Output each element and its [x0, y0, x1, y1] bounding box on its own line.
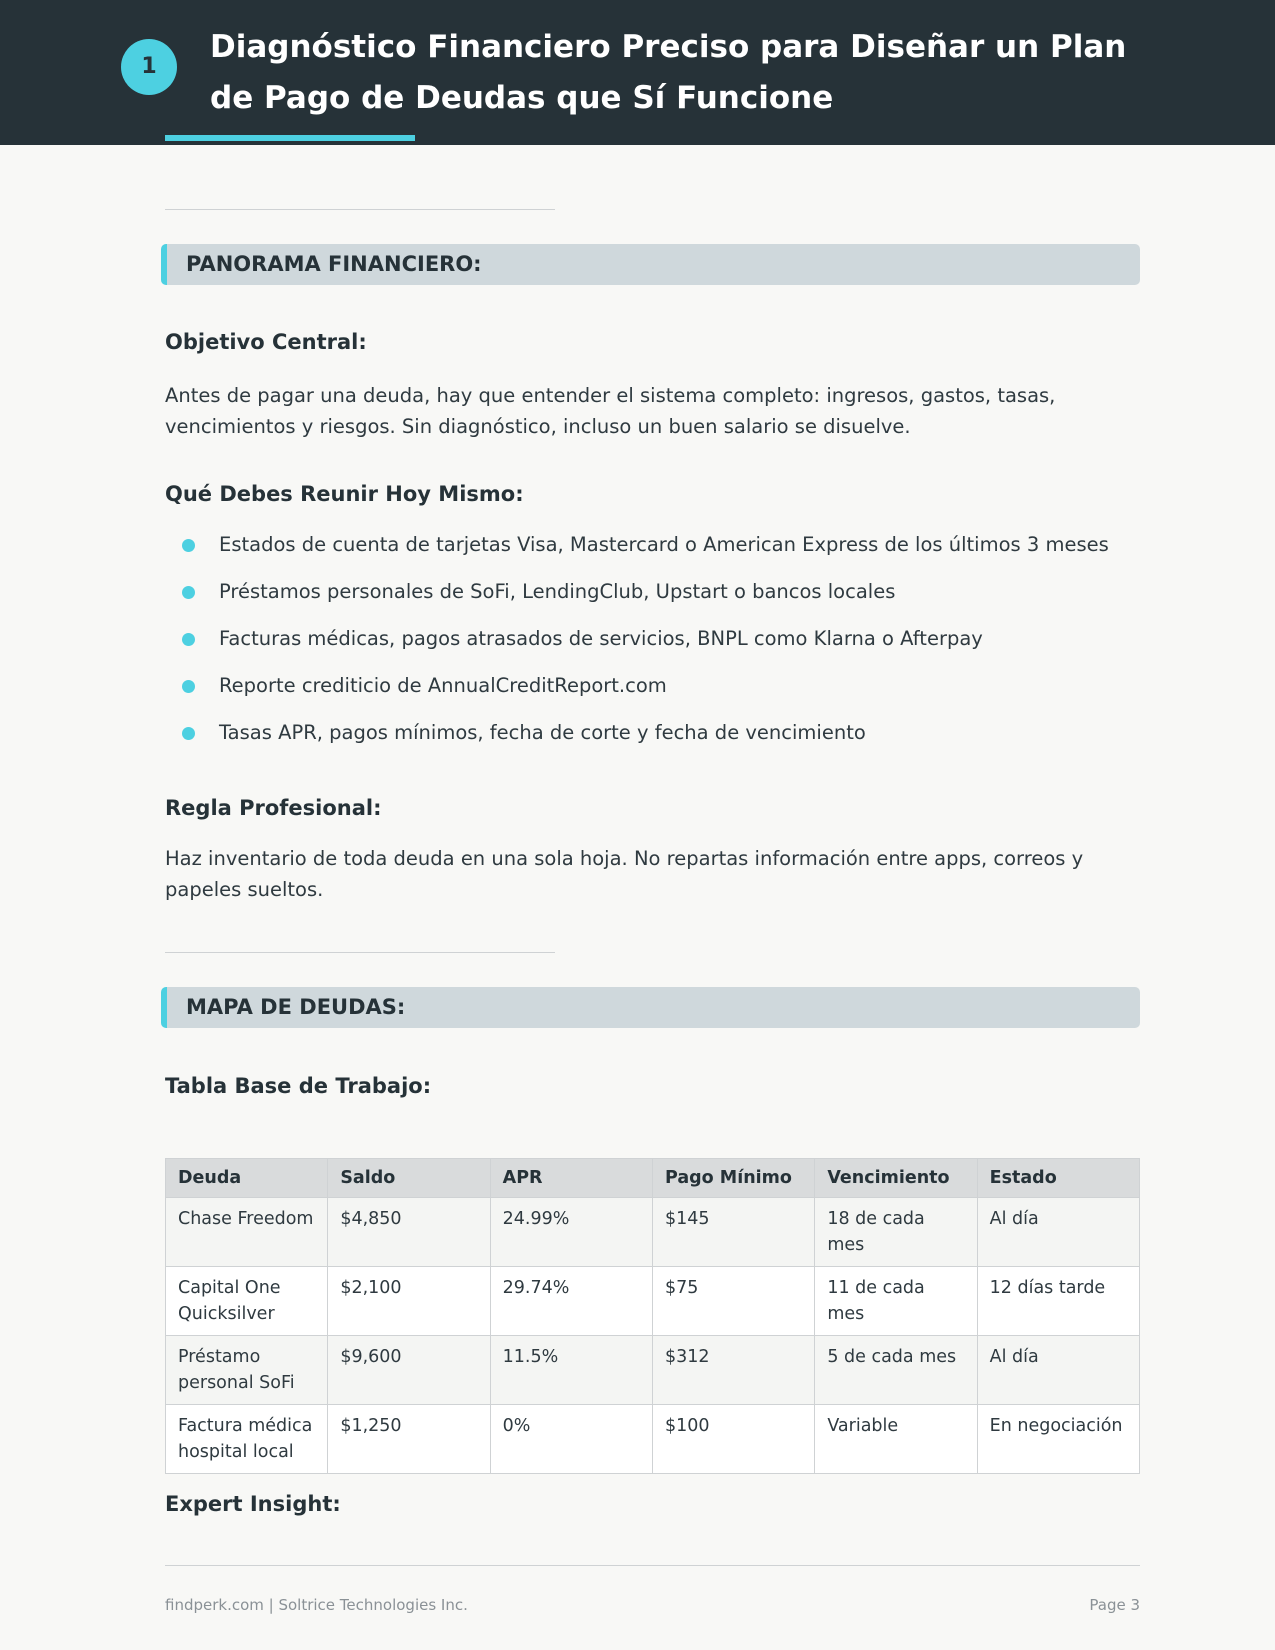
table-cell: Capital One Quicksilver	[166, 1267, 328, 1336]
section-heading-text: PANORAMA FINANCIERO:	[186, 252, 482, 276]
table-cell: Factura médica hospital local	[166, 1405, 328, 1474]
footer-source: findperk.com | Soltrice Technologies Inc.	[165, 1596, 468, 1614]
table-row	[166, 1336, 1140, 1405]
bullet-dot-icon	[182, 680, 195, 693]
table-cell: $145	[652, 1198, 814, 1267]
chapter-number-badge: 1	[121, 39, 177, 95]
table-cell: $2,100	[328, 1267, 490, 1336]
table-cell: 0%	[490, 1405, 652, 1474]
table-cell: $100	[652, 1405, 814, 1474]
bullet-dot-icon	[182, 586, 195, 599]
bullet-dot-icon	[182, 539, 195, 552]
column-header: Vencimiento	[815, 1159, 977, 1198]
table-cell: 18 de cada mes	[815, 1198, 977, 1267]
table-cell: 11.5%	[490, 1336, 652, 1405]
page-header	[0, 0, 1275, 145]
table-cell: $75	[652, 1267, 814, 1336]
table-cell: 5 de cada mes	[815, 1336, 977, 1405]
table-cell: Préstamo personal SoFi	[166, 1336, 328, 1405]
table-cell: 29.74%	[490, 1267, 652, 1336]
table-cell: $9,600	[328, 1336, 490, 1405]
table-cell: Variable	[815, 1405, 977, 1474]
rule-text: Haz inventario de toda deuda en una sola hoja. No repartas información entre apps, correos y papeles sueltos.	[165, 847, 1084, 901]
objective-title: Objetivo Central:	[165, 330, 367, 354]
footer-divider	[165, 1565, 1140, 1566]
column-header: Deuda	[166, 1159, 328, 1198]
column-header: APR	[490, 1159, 652, 1198]
insight-title: Expert Insight:	[165, 1492, 341, 1516]
table-cell: $312	[652, 1336, 814, 1405]
debt-table	[165, 1158, 1140, 1474]
table-cell: En negociación	[977, 1405, 1139, 1474]
rule-title: Regla Profesional:	[165, 796, 382, 820]
table-cell: 12 días tarde	[977, 1267, 1139, 1336]
table-row	[166, 1267, 1140, 1336]
page-title: Diagnóstico Financiero Preciso para Diseñar un Plan de Pago de Deudas que Sí Funcione	[210, 29, 1127, 116]
section-divider	[165, 952, 555, 953]
objective-text: Antes de pagar una deuda, hay que entender el sistema completo: ingresos, gastos, tasas, vencimientos y riesgos. Sin diagnóstico, incluso un buen salario se disuelve.	[165, 384, 1056, 438]
section-divider	[165, 209, 555, 210]
table-cell: Chase Freedom	[166, 1198, 328, 1267]
gather-title: Qué Debes Reunir Hoy Mismo:	[165, 482, 524, 506]
bullet-dot-icon	[182, 727, 195, 740]
table-cell: $1,250	[328, 1405, 490, 1474]
column-header: Saldo	[328, 1159, 490, 1198]
table-cell: 24.99%	[490, 1198, 652, 1267]
table-header-row	[166, 1159, 1140, 1198]
column-header: Estado	[977, 1159, 1139, 1198]
section-heading-panorama	[161, 244, 1140, 285]
table-cell: 11 de cada mes	[815, 1267, 977, 1336]
table-cell: $4,850	[328, 1198, 490, 1267]
table-row	[166, 1198, 1140, 1267]
column-header: Pago Mínimo	[652, 1159, 814, 1198]
section-heading-mapa	[161, 987, 1140, 1028]
table-cell: Al día	[977, 1198, 1139, 1267]
bullet-dot-icon	[182, 633, 195, 646]
page-number: Page 3	[1089, 1596, 1140, 1614]
table-row	[166, 1405, 1140, 1474]
section-heading-text: MAPA DE DEUDAS:	[186, 995, 406, 1019]
header-accent-underline	[165, 135, 415, 141]
table-title: Tabla Base de Trabajo:	[165, 1074, 432, 1098]
table-cell: Al día	[977, 1336, 1139, 1405]
